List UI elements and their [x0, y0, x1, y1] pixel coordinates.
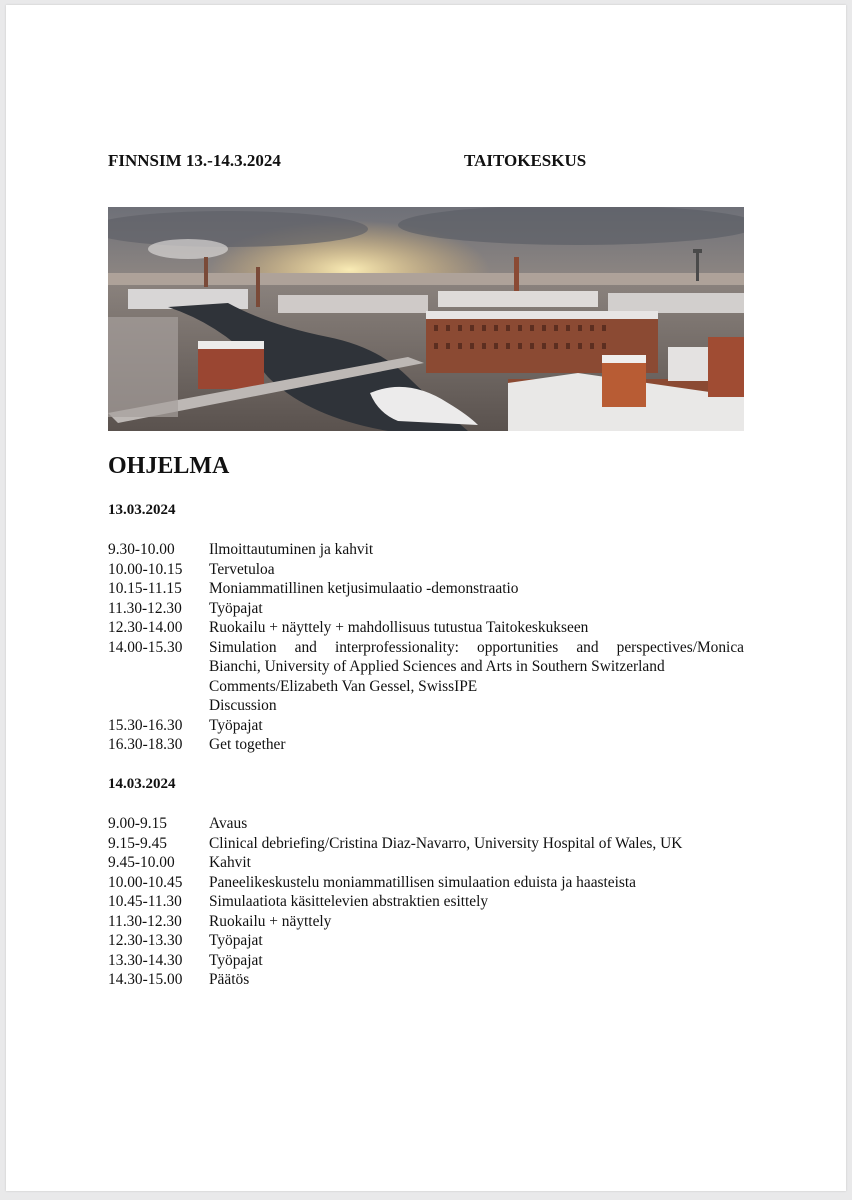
- session-time: 16.30-18.30: [108, 736, 183, 753]
- session-description: [209, 892, 744, 912]
- session-time: 10.00-10.15: [108, 560, 183, 578]
- session-time: 10.15-11.15: [108, 580, 182, 597]
- session-description-line: Ilmoittautuminen ja kahvit: [209, 541, 374, 558]
- schedule-row: [108, 716, 744, 736]
- city-panorama-photo: [108, 207, 744, 431]
- session-time: 11.30-12.30: [108, 912, 182, 930]
- session-time: 12.30-14.00: [108, 619, 183, 636]
- event-title: FINNSIM 13.-14.3.2024: [108, 151, 281, 170]
- session-description-line: Comments/Elizabeth Van Gessel, SwissIPE: [209, 677, 478, 695]
- session-time: 14.00-15.30: [108, 638, 183, 656]
- schedule-row: [108, 912, 744, 932]
- session-description-line: Paneelikeskustelu moniammatillisen simulaation eduista ja haasteista: [209, 873, 636, 891]
- session-description: [209, 540, 744, 560]
- schedule-row: [108, 735, 744, 755]
- session-description: [209, 970, 744, 990]
- session-description-line: Päätös: [209, 971, 250, 988]
- session-description-line: Discussion: [209, 697, 277, 714]
- session-description: [209, 912, 744, 932]
- session-time: 9.45-10.00: [108, 854, 175, 871]
- schedule-row: [108, 853, 744, 873]
- venue-title: TAITOKESKUS: [464, 151, 587, 170]
- session-time: 13.30-14.30: [108, 951, 183, 969]
- session-description: [209, 579, 744, 599]
- day-heading: 14.03.2024: [108, 776, 176, 792]
- session-description-line: Työpajat: [209, 716, 263, 734]
- session-description: [209, 599, 744, 619]
- schedule-day-2: [108, 814, 744, 990]
- session-description: [209, 560, 744, 580]
- session-description-line: Ruokailu + näyttely + mahdollisuus tutustua Taitokeskukseen: [209, 619, 589, 636]
- session-description: [209, 638, 744, 716]
- schedule-day-1: [108, 540, 744, 755]
- session-description-line: Simulaatiota käsittelevien abstraktien esittely: [209, 893, 489, 910]
- session-time: 9.30-10.00: [108, 541, 175, 558]
- session-description-line: Työpajat: [209, 932, 263, 949]
- session-time: 10.00-10.45: [108, 873, 183, 891]
- session-description: [209, 931, 744, 951]
- session-description: [209, 618, 744, 638]
- schedule-row: [108, 873, 744, 893]
- schedule-row: [108, 931, 744, 951]
- session-description-line: Tervetuloa: [209, 560, 275, 578]
- session-description: [209, 735, 744, 755]
- document-page: [6, 5, 846, 1191]
- schedule-row: [108, 618, 744, 638]
- schedule-row: [108, 638, 744, 716]
- session-time: 12.30-13.30: [108, 932, 183, 949]
- session-description-line: Moniammatillinen ketjusimulaatio -demonstraatio: [209, 580, 519, 597]
- session-time: 14.30-15.00: [108, 971, 183, 988]
- session-description-line: Kahvit: [209, 854, 251, 871]
- session-description-line: Clinical debriefing/Cristina Diaz-Navarro, University Hospital of Wales, UK: [209, 834, 683, 852]
- program-title: OHJELMA: [108, 453, 230, 479]
- session-description: [209, 873, 744, 893]
- session-description: [209, 853, 744, 873]
- session-description-line: Simulation and interprofessionality: opportunities and perspectives/Monica: [209, 638, 744, 656]
- session-time: 15.30-16.30: [108, 716, 183, 734]
- session-description-line: Bianchi, University of Applied Sciences and Arts in Southern Switzerland: [209, 658, 665, 675]
- day-heading: 13.03.2024: [108, 502, 176, 518]
- session-time: 10.45-11.30: [108, 893, 182, 910]
- schedule-row: [108, 560, 744, 580]
- schedule-row: [108, 970, 744, 990]
- schedule-row: [108, 814, 744, 834]
- session-description: [209, 814, 744, 834]
- schedule-row: [108, 834, 744, 854]
- session-time: 9.00-9.15: [108, 815, 167, 832]
- session-description: [209, 716, 744, 736]
- schedule-row: [108, 579, 744, 599]
- session-description-line: Työpajat: [209, 599, 263, 617]
- session-time: 9.15-9.45: [108, 834, 167, 852]
- session-description-line: Ruokailu + näyttely: [209, 912, 332, 930]
- schedule-row: [108, 599, 744, 619]
- session-description-line: Get together: [209, 736, 286, 753]
- schedule-row: [108, 951, 744, 971]
- session-description: [209, 951, 744, 971]
- session-description: [209, 834, 744, 854]
- session-time: 11.30-12.30: [108, 599, 182, 617]
- session-description-line: Työpajat: [209, 951, 263, 969]
- session-description-line: Avaus: [209, 815, 248, 832]
- schedule-row: [108, 892, 744, 912]
- schedule-row: [108, 540, 744, 560]
- document-header: [108, 151, 587, 171]
